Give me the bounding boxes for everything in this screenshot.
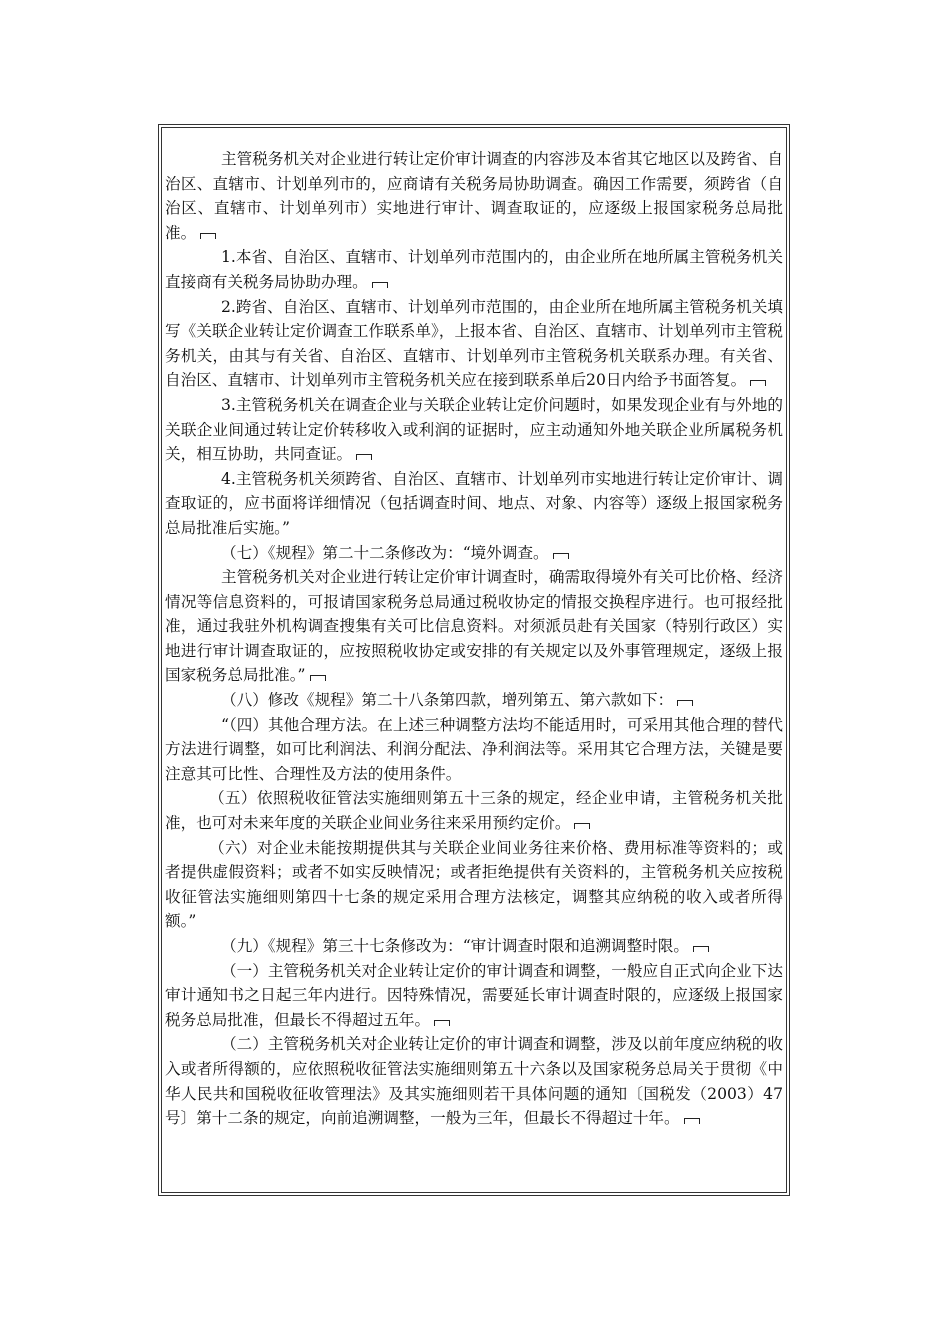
paragraph: 4.主管税务机关须跨省、自治区、直辖市、计划单列市实地进行转让定价审计、调查取证的，应书面将详细情况（包括调查时间、地点、对象、内容等）逐级上报国家税务总局批准后实施。”	[165, 469, 783, 537]
paragraph-mark-icon	[693, 946, 709, 952]
paragraph-mark-icon	[553, 553, 569, 559]
paragraph: （一）主管税务机关对企业转让定价的审计调查和调整，一般应自正式向企业下达审计通知书之日起三年内进行。因特殊情况，需要延长审计调查时限的，应逐级上报国家税务总局批准，但最长不得超过五年。	[165, 961, 783, 1029]
paragraph-mark-icon	[356, 454, 372, 460]
paragraph: （九）《规程》第三十七条修改为：“审计调查时限和追溯调整时限。	[165, 934, 783, 959]
paragraph-mark-icon	[677, 700, 693, 706]
paragraph: （五）依照税收征管法实施细则第五十三条的规定，经企业申请，主管税务机关批准，也可对未来年度的关联企业间业务往来采用预约定价。	[165, 789, 783, 833]
paragraph-mark-icon	[372, 282, 388, 288]
paragraph: 2.跨省、自治区、直辖市、计划单列市范围的，由企业所在地所属主管税务机关填写《关联企业转让定价调查工作联系单》，上报本省、自治区、直辖市、计划单列市主管税务机关，由其与有关省、自治区、直辖市、计划单列市主管税务机关联系办理。有关省、自治区、直辖市、计划单列市主管税务机关应在接到联系单后20日内给予书面答复。	[165, 297, 783, 390]
paragraph-mark-icon	[574, 823, 590, 829]
paragraph-mark-icon	[434, 1020, 450, 1026]
paragraph: 1.本省、自治区、直辖市、计划单列市范围内的，由企业所在地所属主管税务机关直接商有关税务局协助办理。	[165, 248, 783, 291]
paragraph-mark-icon	[684, 1118, 700, 1124]
document-body	[165, 147, 783, 1131]
paragraph: 主管税务机关对企业进行转让定价审计调查的内容涉及本省其它地区以及跨省、自治区、直辖市、计划单列市的，应商请有关税务局协助调查。确因工作需要，须跨省（自治区、直辖市、计划单列市）实地进行审计、调查取证的，应逐级上报国家税务总局批准。	[165, 150, 783, 242]
paragraph: 3.主管税务机关在调查企业与关联企业转让定价问题时，如果发现企业有与外地的关联企业间通过转让定价转移收入或利润的证据时，应主动通知外地关联企业所属税务机关，相互协助，共同查证。	[165, 395, 783, 464]
paragraph: “（四）其他合理方法。在上述三种调整方法均不能适用时，可采用其他合理的替代方法进行调整，如可比利润法、利润分配法、净利润法等。采用其它合理方法，关键是要注意其可比性、合理性及方法的使用条件。	[165, 715, 783, 783]
paragraph-mark-icon	[310, 675, 326, 681]
paragraph: （六）对企业未能按期提供其与关联企业间业务往来价格、费用标准等资料的；或者提供虚假资料；或者不如实反映情况；或者拒绝提供有关资料的，主管税务机关应按税收征管法实施细则第四十七条的规定采用合理方法核定，调整其应纳税的收入或者所得额。”	[165, 838, 783, 931]
paragraph-mark-icon	[750, 380, 766, 386]
paragraph-mark-icon	[200, 233, 216, 239]
paragraph: （八）修改《规程》第二十八条第四款，增列第五、第六款如下：	[165, 688, 783, 713]
paragraph: （二）主管税务机关对企业转让定价的审计调查和调整，涉及以前年度应纳税的收入或者所得额的，应依照税收征管法实施细则第五十六条以及国家税务总局关于贯彻《中华人民共和国税收征收管理法》及其实施细则若干具体问题的通知〔国税发（2003）47号〕第十二条的规定，向前追溯调整，一般为三年，但最长不得超过十年。	[165, 1035, 783, 1128]
paragraph: 主管税务机关对企业进行转让定价审计调查时，确需取得境外有关可比价格、经济情况等信息资料的，可报请国家税务总局通过税收协定的情报交换程序进行。也可报经批准，通过我驻外机构调查搜集有关可比信息资料。对须派员赴有关国家（特别行政区）实地进行审计调查取证的，应按照税收协定或安排的有关规定以及外事管理规定，逐级上报国家税务总局批准。”	[165, 568, 783, 685]
paragraph: （七）《规程》第二十二条修改为：“境外调查。	[165, 541, 783, 566]
